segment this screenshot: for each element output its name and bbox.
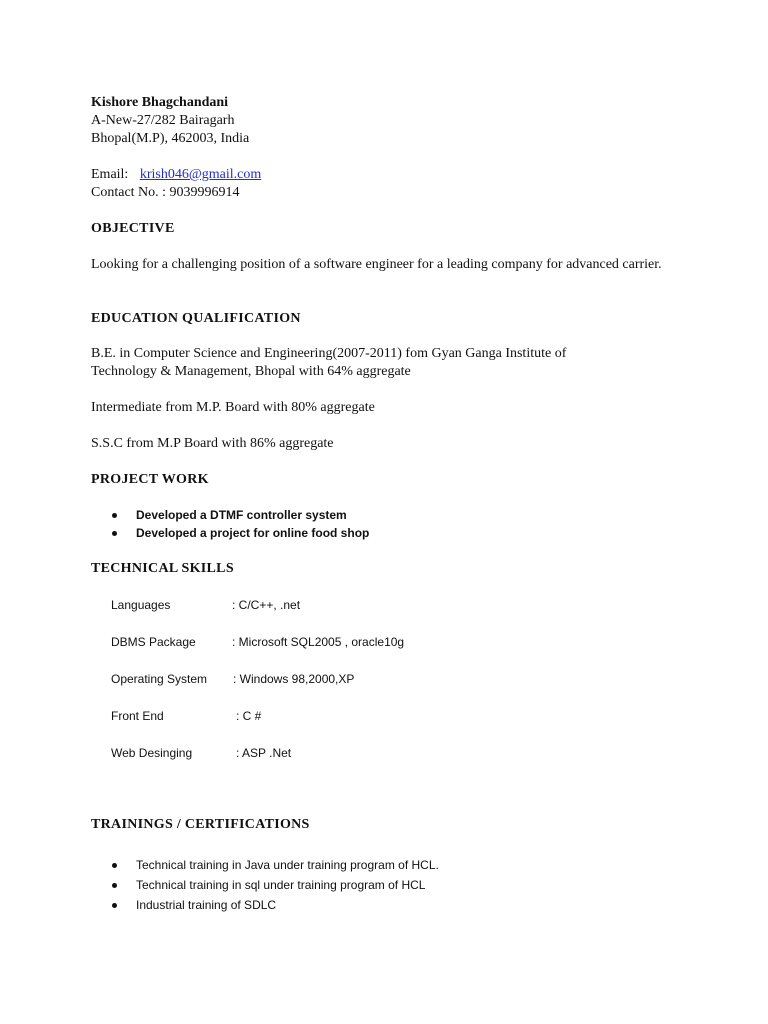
address-line-2: Bhopal(M.P), 462003, India	[91, 131, 250, 146]
list-item	[91, 875, 439, 895]
technical-skills-heading: TECHNICAL SKILLS	[91, 561, 234, 576]
education-entry-intermediate: Intermediate from M.P. Board with 80% aggregate	[91, 400, 375, 415]
list-item	[91, 855, 439, 875]
bullet-icon	[112, 863, 117, 868]
training-item-text: Technical training in Java under training program of HCL.	[136, 858, 439, 872]
skill-value: : Microsoft SQL2005 , oracle10g	[232, 635, 405, 649]
bullet-icon	[112, 903, 117, 908]
education-entry-ssc: S.S.C from M.P Board with 86% aggregate	[91, 436, 334, 451]
education-heading: EDUCATION QUALIFICATION	[91, 311, 301, 326]
bullet-icon	[112, 531, 117, 536]
project-work-heading: PROJECT WORK	[91, 472, 209, 487]
training-item-text: Technical training in sql under training program of HCL	[136, 878, 426, 892]
list-item	[91, 506, 369, 524]
project-list	[91, 506, 369, 542]
training-item-text: Industrial training of SDLC	[136, 898, 277, 912]
skill-value: : Windows 98,2000,XP	[233, 672, 355, 686]
bullet-icon	[112, 883, 117, 888]
skill-value: : C #	[236, 709, 262, 723]
objective-heading: OBJECTIVE	[91, 221, 175, 236]
address-line-1: A-New-27/282 Bairagarh	[91, 113, 235, 128]
project-item-text: Developed a project for online food shop	[136, 526, 370, 540]
email-label: Email:	[91, 167, 129, 182]
project-item-text: Developed a DTMF controller system	[136, 508, 347, 522]
trainings-list	[91, 855, 439, 915]
skill-value: : ASP .Net	[236, 746, 292, 760]
bullet-icon	[112, 513, 117, 518]
skill-label: Web Desinging	[111, 746, 193, 760]
skill-label: Languages	[111, 598, 171, 612]
objective-text: Looking for a challenging position of a software engineer for a leading company for advanced carrier.	[91, 257, 662, 272]
education-entry-be: B.E. in Computer Science and Engineering(2007-2011) fom Gyan Ganga Institute of Technology & Management, Bhopal with 64% aggregate	[91, 346, 567, 379]
skill-label: Front End	[111, 709, 164, 723]
list-item	[91, 524, 369, 542]
email-link[interactable]: krish046@gmail.com	[139, 167, 262, 182]
candidate-name: Kishore Bhagchandani	[91, 95, 229, 110]
contact-number: Contact No. : 9039996914	[91, 185, 240, 200]
skill-label: Operating System	[111, 672, 208, 686]
trainings-heading: TRAININGS / CERTIFICATIONS	[91, 817, 310, 832]
list-item	[91, 895, 439, 915]
skill-label: DBMS Package	[111, 635, 196, 649]
skill-value: : C/C++, .net	[232, 598, 301, 612]
email-line	[91, 166, 261, 184]
